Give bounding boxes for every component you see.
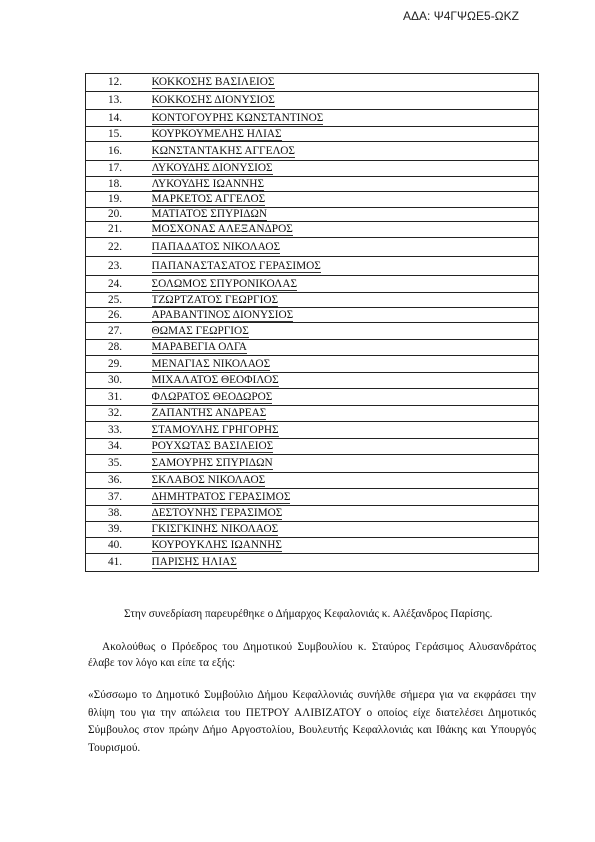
member-name: ΖΑΠΑΝΤΗΣ ΑΝΔΡΕΑΣ [151,407,267,419]
table-row [86,389,539,406]
member-number: 14. [86,110,152,127]
member-name: ΦΛΩΡΑΤΟΣ ΘΕΟΔΩΡΟΣ [151,390,273,403]
member-name: ΚΟΥΡΚΟΥΜΕΛΗΣ ΗΛΙΑΣ [151,127,282,140]
table-row [86,222,539,238]
member-name-cell [152,308,539,323]
member-number: 29. [86,356,152,373]
member-number: 17. [86,161,152,177]
member-name-cell [152,177,539,192]
member-number: 19. [86,192,152,208]
member-name: ΜΕΝΑΓΙΑΣ ΝΙΚΟΛΑΟΣ [151,357,271,370]
members-table [85,73,539,572]
member-name-cell [152,92,539,110]
member-name-cell [152,422,539,439]
member-number: 40. [86,538,152,554]
table-row [86,127,539,142]
member-name: ΚΟΝΤΟΓΟΥΡΗΣ ΚΩΝΣΤΑΝΤΙΝΟΣ [151,111,324,124]
table-row [86,238,539,257]
member-name-cell [152,473,539,489]
member-name-cell [152,455,539,473]
table-row [86,308,539,323]
member-number: 35. [86,455,152,473]
member-number: 37. [86,489,152,506]
member-number: 15. [86,127,152,142]
member-name: ΓΚΙΣΓΚΙΝΗΣ ΝΙΚΟΛΑΟΣ [151,523,279,535]
member-name-cell [152,238,539,257]
member-number: 28. [86,340,152,356]
table-row [86,522,539,538]
table-row [86,356,539,373]
member-name-cell [152,161,539,177]
member-name: ΛΥΚΟΥΔΗΣ ΙΩΑΝΝΗΣ [151,177,265,190]
member-number: 41. [86,554,152,572]
member-name: ΡΟΥΧΩΤΑΣ ΒΑΣΙΛΕΙΟΣ [151,440,274,452]
member-number: 13. [86,92,152,110]
table-row [86,439,539,455]
member-name: ΜΑΡΑΒΕΓΙΑ ΟΛΓΑ [151,341,247,353]
member-name: ΣΟΛΩΜΟΣ ΣΠΥΡΟΝΙΚΟΛΑΣ [151,277,298,290]
table-row [86,192,539,208]
member-name: ΚΟΚΚΟΣΗΣ ΔΙΟΝΥΣΙΟΣ [151,94,275,106]
member-name: ΑΡΑΒΑΝΤΙΝΟΣ ΔΙΟΝΥΣΙΟΣ [151,308,294,321]
member-name-cell [152,276,539,293]
member-name-cell [152,192,539,208]
member-number: 22. [86,238,152,257]
member-number: 18. [86,177,152,192]
member-name-cell [152,110,539,127]
member-name: ΣΚΛΑΒΟΣ ΝΙΚΟΛΑΟΣ [151,474,266,486]
member-name-cell [152,489,539,506]
table-row [86,276,539,293]
member-name: ΠΑΠΑΔΑΤΟΣ ΝΙΚΟΛΑΟΣ [151,240,281,253]
member-name: ΔΗΜΗΤΡΑΤΟΣ ΓΕΡΑΣΙΜΟΣ [151,490,291,503]
table-row [86,506,539,522]
table-row [86,208,539,222]
member-name-cell [152,439,539,455]
member-name: ΚΩΝΣΤΑΝΤΑΚΗΣ ΑΓΓΕΛΟΣ [151,144,295,157]
member-number: 20. [86,208,152,222]
member-name: ΘΩΜΑΣ ΓΕΩΡΓΙΟΣ [151,324,249,337]
ada-code: ΑΔΑ: Ψ4ΓΨΩΕ5-ΩΚΖ [403,9,519,23]
member-number: 39. [86,522,152,538]
table-row [86,110,539,127]
table-row [86,293,539,308]
member-name-cell [152,506,539,522]
member-name-cell [152,522,539,538]
table-row [86,473,539,489]
member-number: 27. [86,323,152,340]
member-number: 26. [86,308,152,323]
member-name: ΣΑΜΟΥΡΗΣ ΣΠΥΡΙΔΩΝ [151,457,273,469]
member-name-cell [152,323,539,340]
table-row [86,92,539,110]
table-row [86,323,539,340]
member-number: 12. [86,74,152,92]
member-name: ΣΤΑΜΟΥΛΗΣ ΓΡΗΓΟΡΗΣ [151,423,279,436]
table-row [86,538,539,554]
member-name-cell [152,373,539,389]
member-name-cell [152,538,539,554]
member-name-cell [152,74,539,92]
member-name: ΔΕΣΤΟΥΝΗΣ ΓΕΡΑΣΙΜΟΣ [151,507,283,519]
member-name: ΜΟΣΧΟΝΑΣ ΑΛΕΞΑΝΔΡΟΣ [151,223,293,235]
member-name: ΚΟΥΡΟΥΚΛΗΣ ΙΩΑΝΝΗΣ [151,539,282,551]
member-name-cell [152,222,539,238]
table-row [86,489,539,506]
table-row [86,373,539,389]
member-name-cell [152,127,539,142]
member-number: 24. [86,276,152,293]
member-name-cell [152,554,539,572]
table-row [86,257,539,276]
member-number: 31. [86,389,152,406]
paragraph-president: Ακολούθως ο Πρόεδρος του Δημοτικού Συμβουλίου κ. Σταύρος Γεράσιμος Αλυσανδράτος έλαβε τον λόγο και είπε τα εξής: [88,641,536,669]
table-row [86,554,539,572]
member-name-cell [152,406,539,422]
member-number: 36. [86,473,152,489]
table-row [86,406,539,422]
member-name: ΜΑΡΚΕΤΟΣ ΑΓΓΕΛΟΣ [151,193,266,205]
paragraph-statement: «Σύσσωμο το Δημοτικό Συμβούλιο Δήμου Κεφαλλονιάς συνήλθε σήμερα για να εκφράσει την θλίψη του για την απώλεια του ΠΕΤΡΟΥ ΑΛΙΒΙΖΑΤΟΥ ο οποίος είχε διατελέσει Δημοτικός Σύμβουλος στον πρώην Δήμο Αργοστολίου, Βουλευτής Κεφαλλονιάς και Ιθάκης και Υπουργός Τουρισμού. [88,689,536,754]
member-name-cell [152,142,539,161]
table-row [86,74,539,92]
member-name: ΜΑΤΙΑΤΟΣ ΣΠΥΡΙΔΩΝ [151,208,268,220]
member-number: 32. [86,406,152,422]
member-number: 34. [86,439,152,455]
table-row [86,340,539,356]
member-number: 23. [86,257,152,276]
member-number: 25. [86,293,152,308]
member-name-cell [152,389,539,406]
member-name: ΠΑΠΑΝΑΣΤΑΣΑΤΟΣ ΓΕΡΑΣΙΜΟΣ [151,259,321,272]
member-name-cell [152,356,539,373]
member-number: 33. [86,422,152,439]
table-row [86,455,539,473]
member-name: ΚΟΚΚΟΣΗΣ ΒΑΣΙΛΕΙΟΣ [151,76,275,88]
member-name-cell [152,257,539,276]
member-number: 30. [86,373,152,389]
member-number: 21. [86,222,152,238]
member-number: 16. [86,142,152,161]
paragraph-mayor: Στην συνεδρίαση παρευρέθηκε ο Δήμαρχος Κεφαλονιάς κ. Αλέξανδρος Παρίσης. [124,608,493,620]
table-row [86,161,539,177]
table-row [86,422,539,439]
member-name: ΛΥΚΟΥΔΗΣ ΔΙΟΝΥΣΙΟΣ [151,162,273,174]
member-name-cell [152,208,539,222]
table-row [86,142,539,161]
member-name-cell [152,293,539,308]
member-name-cell [152,340,539,356]
member-name: ΠΑΡΙΣΗΣ ΗΛΙΑΣ [151,556,237,568]
table-row [86,177,539,192]
member-name: ΜΙΧΑΛΑΤΟΣ ΘΕΟΦΙΛΟΣ [151,374,279,386]
member-name: ΤΖΩΡΤΖΑΤΟΣ ΓΕΩΡΓΙΟΣ [151,293,279,306]
member-number: 38. [86,506,152,522]
